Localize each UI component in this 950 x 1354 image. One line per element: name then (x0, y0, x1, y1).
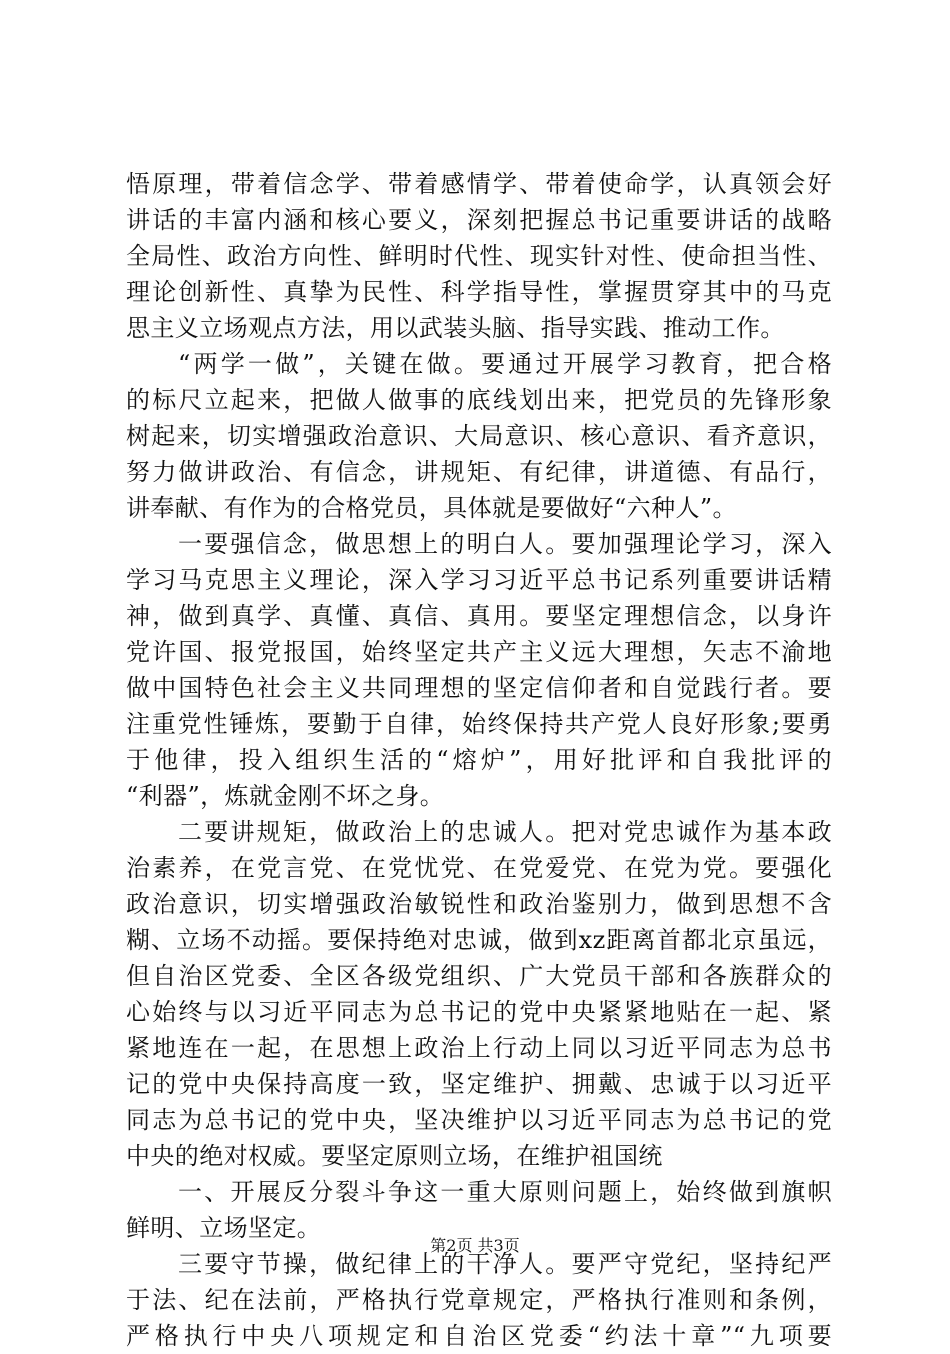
text-line: 讲奉献、有作为的合格党员，具体就是要做好“六种人”。 (126, 494, 737, 522)
document-body (126, 166, 832, 1354)
text-line: 中央的绝对权威。要坚定原则立场，在维护祖国统 (126, 1142, 663, 1170)
text-line: 鲜明、立场坚定。 (126, 1214, 322, 1242)
text-line: 记的党中央保持高度一致，坚定维护、拥戴、忠诚于以习近平 (126, 1070, 832, 1098)
text-line: 全局性、政治方向性、鲜明时代性、现实针对性、使命担当性、 (126, 242, 832, 270)
text-line: 树起来，切实增强政治意识、大局意识、核心意识、看齐意识， (126, 422, 832, 450)
text-line: 二要讲规矩，做政治上的忠诚人。把对党忠诚作为基本政 (178, 818, 832, 846)
text-line: “两学一做”，关键在做。要通过开展学习教育，把合格 (178, 350, 832, 378)
page-footer: 第2页 共3页 (430, 1236, 520, 1255)
text-line: 做中国特色社会主义共同理想的坚定信仰者和自觉践行者。要 (126, 674, 832, 702)
text-line: 治素养，在党言党、在党忧党、在党爱党、在党为党。要强化 (126, 854, 832, 882)
text-line: 注重党性锤炼，要勤于自律，始终保持共产党人良好形象;要勇 (126, 710, 832, 738)
text-line: 学习马克思主义理论，深入学习习近平总书记系列重要讲话精 (126, 566, 832, 594)
text-line: 三要守节操，做纪律上的干净人。要严守党纪，坚持纪严 (178, 1250, 832, 1278)
text-line: 严格执行中央八项规定和自治区党委“约法十章”“九项要 (126, 1322, 832, 1350)
text-line: 糊、立场不动摇。要保持绝对忠诚，做到xz距离首都北京虽远， (126, 926, 832, 954)
text-line: “利器”，炼就金刚不坏之身。 (126, 782, 445, 810)
text-line: 努力做讲政治、有信念，讲规矩、有纪律，讲道德、有品行， (126, 458, 832, 486)
text-line: 一、开展反分裂斗争这一重大原则问题上，始终做到旗帜 (178, 1178, 832, 1206)
text-line: 党许国、报党报国，始终坚定共产主义远大理想，矢志不渝地 (126, 638, 832, 666)
text-line: 讲话的丰富内涵和核心要义，深刻把握总书记重要讲话的战略 (126, 206, 832, 234)
text-line: 悟原理，带着信念学、带着感情学、带着使命学，认真领会好 (126, 170, 832, 198)
text-line: 政治意识，切实增强政治敏锐性和政治鉴别力，做到思想不含 (126, 890, 832, 918)
text-line: 思主义立场观点方法，用以武装头脑、指导实践、推动工作。 (126, 314, 785, 342)
text-line: 一要强信念，做思想上的明白人。要加强理论学习，深入 (178, 530, 832, 558)
text-line: 但自治区党委、全区各级党组织、广大党员干部和各族群众的 (126, 962, 832, 990)
text-line: 紧地连在一起，在思想上政治上行动上同以习近平同志为总书 (126, 1034, 832, 1062)
text-line: 同志为总书记的党中央，坚决维护以习近平同志为总书记的党 (126, 1106, 832, 1134)
text-line: 理论创新性、真挚为民性、科学指导性，掌握贯穿其中的马克 (126, 278, 832, 306)
text-line: 于法、纪在法前，严格执行党章规定，严格执行准则和条例， (126, 1286, 832, 1314)
text-line: 神，做到真学、真懂、真信、真用。要坚定理想信念，以身许 (126, 602, 832, 630)
text-line: 心始终与以习近平同志为总书记的党中央紧紧地贴在一起、紧 (126, 998, 832, 1026)
text-line: 于他律，投入组织生活的“熔炉”，用好批评和自我批评的 (126, 746, 832, 774)
text-line: 的标尺立起来，把做人做事的底线划出来，把党员的先锋形象 (126, 386, 832, 414)
